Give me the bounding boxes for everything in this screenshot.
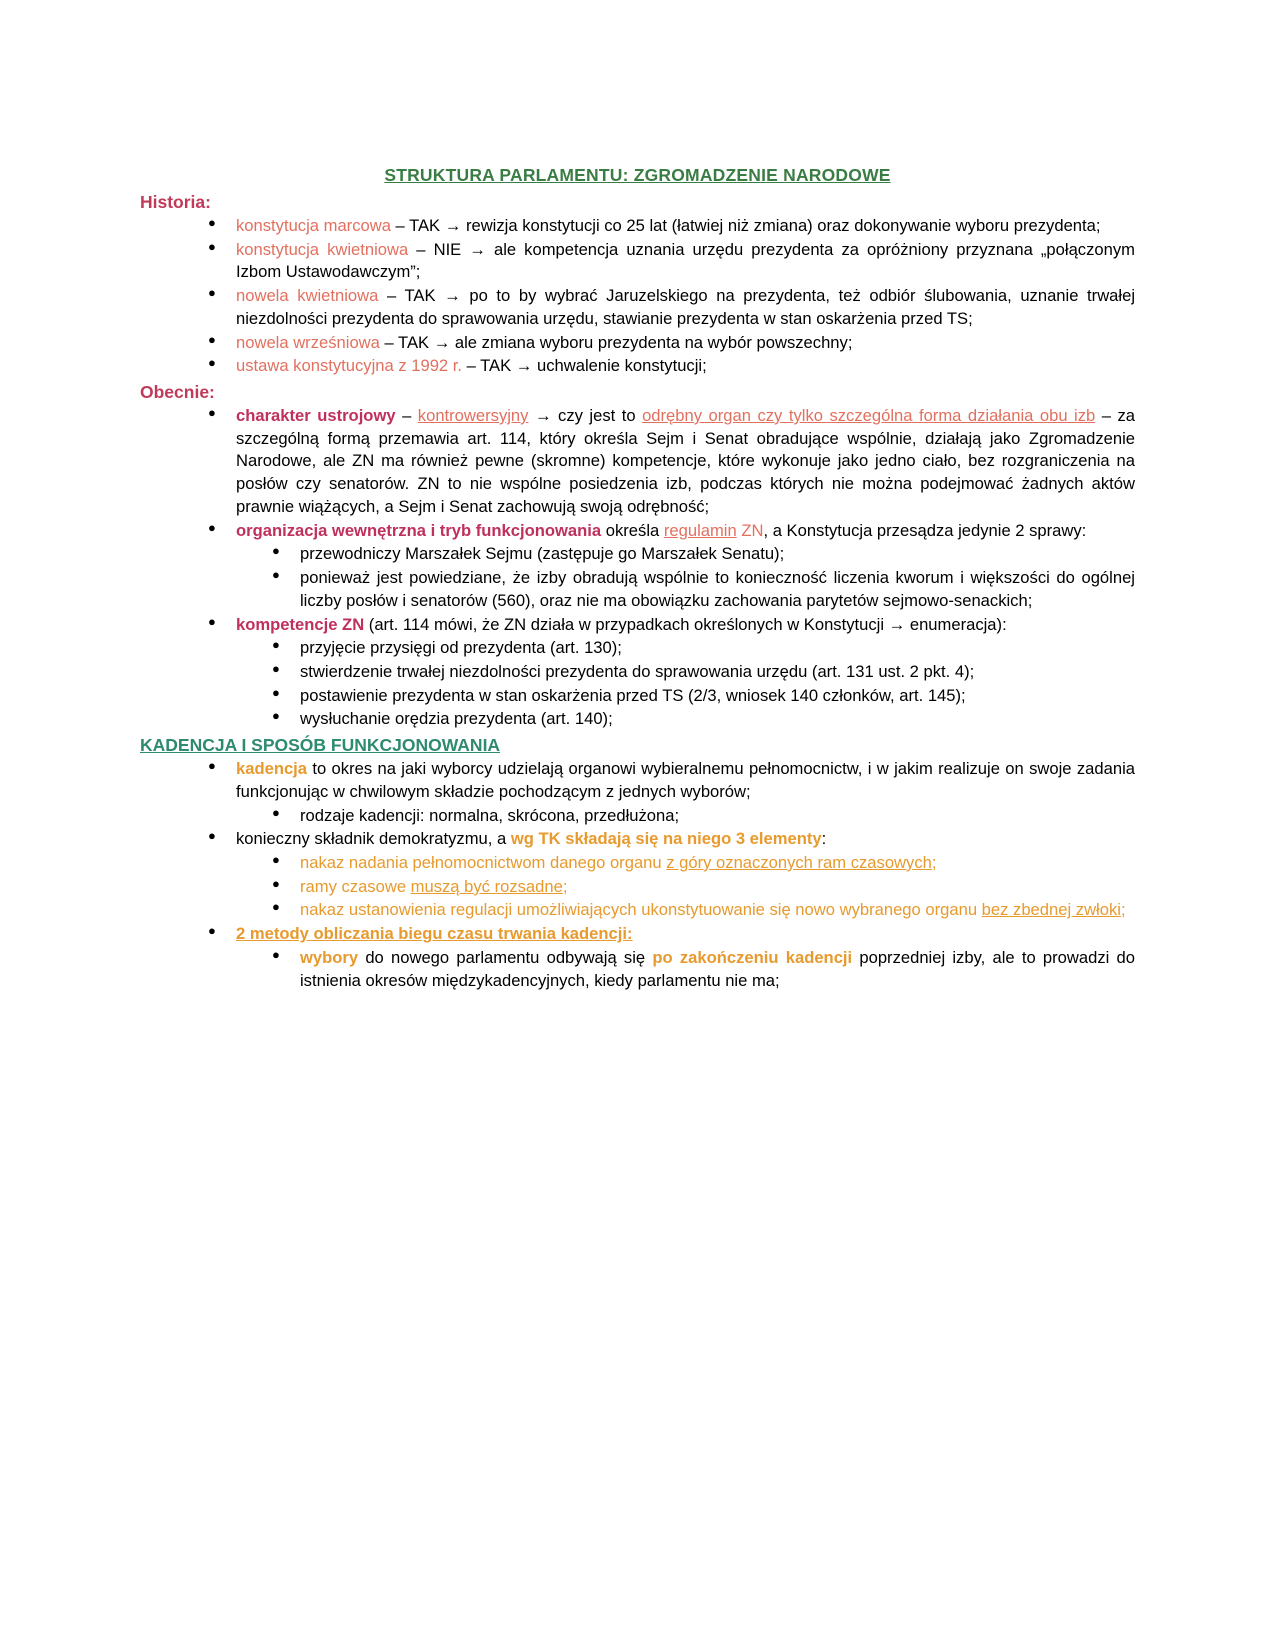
item-text: → czy jest to xyxy=(528,406,643,426)
term-label: 2 metody obliczania biegu czasu trwania kadencji: xyxy=(236,924,633,944)
kadencja-sublist-2 xyxy=(140,852,1135,922)
term-label: organizacja wewnętrzna i tryb funkcjonowania xyxy=(236,520,602,540)
item-text: ramy czasowe xyxy=(300,876,411,896)
list-item xyxy=(268,637,1135,660)
list-item xyxy=(268,708,1135,731)
list-item xyxy=(204,332,1135,355)
list-item xyxy=(204,828,1135,851)
list-item xyxy=(204,215,1135,238)
item-text: – TAK → uchwalenie konstytucji; xyxy=(461,356,707,376)
inline-link[interactable]: z góry oznaczonych ram czasowych xyxy=(666,852,932,872)
inline-link[interactable]: odrębny organ czy tylko szczególna forma działania obu izb xyxy=(642,406,1096,426)
term-label: po zakończeniu kadencji xyxy=(652,947,853,967)
item-text: przyjęcie przysięgi od prezydenta (art. 130); xyxy=(300,638,622,658)
list-item xyxy=(204,239,1135,284)
list-item xyxy=(204,614,1135,637)
term-label: nowela kwietniowa xyxy=(236,286,379,306)
item-text: nakaz nadania pełnomocnictwom danego organu xyxy=(300,852,667,872)
term-label: charakter ustrojowy xyxy=(236,406,396,426)
item-text: ; xyxy=(931,852,937,872)
item-text: : xyxy=(821,829,827,849)
item-text: – TAK → rewizja konstytucji co 25 lat (łatwiej niż zmiana) oraz dokonywanie wyboru prezydenta; xyxy=(390,216,1101,235)
item-text: – xyxy=(395,406,418,426)
item-text: konieczny składnik demokratyzmu, a xyxy=(236,829,511,849)
list-item xyxy=(204,355,1135,378)
inline-link[interactable]: regulamin xyxy=(663,520,737,540)
list-item xyxy=(268,805,1135,828)
item-text: poprzedniej izby, ale to prowadzi do istnienia okresów międzykadencyjnych, kiedy parlamentu nie ma; xyxy=(300,947,1135,990)
kadencja-list xyxy=(140,758,1135,992)
item-text: – NIE → ale kompetencja uznania urzędu prezydenta za opróżniony przyznana „połączonym Izbom Ustawodawczym”; xyxy=(236,239,1135,282)
kadencja-sublist-3 xyxy=(140,947,1135,992)
term-label: wg TK składają się na niego 3 elementy xyxy=(510,829,822,849)
list-item xyxy=(268,899,1135,922)
list-item xyxy=(268,685,1135,708)
term-label: kompetencje ZN xyxy=(236,614,365,634)
term-label: wybory xyxy=(300,947,359,967)
item-text: – za szczególną formą przemawia art. 114, który określa Sejm i Senat obradujące wspólnie, działają jako Zgromadzenie Narodowe, ale ZN ma również pewne (skromne) kompetencje, które wykonuje jako jedno ciało, bez rozgraniczenia na posłów czy senatorów. ZN to nie wspólne posiedzenia izb, podczas których nie można podejmować żadnych aktów prawnie wiążących, a Sejm i Senat zachowują swoją odrębność; xyxy=(236,406,1135,516)
item-text: rodzaje kadencji: normalna, skrócona, przedłużona; xyxy=(300,805,680,825)
term-label: ustawa konstytucyjna z 1992 r. xyxy=(236,356,462,376)
item-text: ZN xyxy=(736,520,764,540)
list-item xyxy=(268,876,1135,899)
section-heading-kadencja: KADENCJA I SPOSÓB FUNKCJONOWANIA xyxy=(140,735,501,756)
list-item xyxy=(268,947,1135,992)
item-text: wysłuchanie orędzia prezydenta (art. 140); xyxy=(300,709,613,729)
inline-link[interactable]: muszą być rozsadne xyxy=(410,876,563,896)
item-text: stwierdzenie trwałej niezdolności prezydenta do sprawowania urzędu (art. 131 ust. 2 pkt. 4); xyxy=(300,661,975,681)
list-item xyxy=(268,852,1135,875)
item-text: postawienie prezydenta w stan oskarżenia przed TS (2/3, wniosek 140 członków, art. 145); xyxy=(300,685,966,705)
page-title: STRUKTURA PARLAMENTU: ZGROMADZENIE NARODOWE xyxy=(384,165,891,185)
list-item xyxy=(268,543,1135,566)
obecnie-list xyxy=(140,405,1135,731)
item-text: nakaz ustanowienia regulacji umożliwiających ukonstytuowanie się nowo wybranego organu xyxy=(300,900,982,920)
term-label: kadencja xyxy=(236,759,308,779)
list-item xyxy=(204,923,1135,946)
item-text: ponieważ jest powiedziane, że izby obradują wspólnie to konieczność liczenia kworum i większości do ogólnej liczby posłów i senatorów (560), oraz nie ma obowiązku zachowania parytetów sejmowo-senackich; xyxy=(300,568,1135,610)
inline-link[interactable]: kontrowersyjny xyxy=(417,406,529,426)
section-heading-historia: Historia: xyxy=(140,192,211,212)
historia-list xyxy=(140,215,1135,378)
section-heading-obecnie: Obecnie: xyxy=(140,382,215,403)
list-item xyxy=(204,520,1135,543)
term-label: konstytucja kwietniowa xyxy=(236,239,409,259)
obecnie-sublist-3 xyxy=(140,637,1135,731)
item-text: to okres na jaki wyborcy udzielają organowi wybieralnemu pełnomocnictw, i w jakim realizuje on swoje zadania funkcjonując w chwilowym składzie pochodzącym z jednych wyborów; xyxy=(236,759,1135,801)
inline-link[interactable]: bez zbednej zwłoki xyxy=(981,900,1121,920)
term-label: nowela wrześniowa xyxy=(236,332,380,352)
item-text: ; xyxy=(1120,900,1126,920)
item-text: (art. 114 mówi, że ZN działa w przypadkach określonych w Konstytucji → enumeracja): xyxy=(364,614,1007,634)
list-item xyxy=(268,661,1135,684)
item-text: , a Konstytucja przesądza jedynie 2 sprawy: xyxy=(763,520,1087,540)
item-text: – TAK → ale zmiana wyboru prezydenta na wybór powszechny; xyxy=(379,332,853,352)
list-item xyxy=(204,758,1135,803)
item-text: do nowego parlamentu odbywają się xyxy=(358,947,653,967)
item-text: – TAK → po to by wybrać Jaruzelskiego na prezydenta, też odbiór ślubowania, uznanie trwałej niezdolności prezydenta do sprawowania urzędu, stawianie prezydenta w stan oskarżenia przed TS; xyxy=(236,286,1136,328)
item-text: określa xyxy=(601,520,664,540)
obecnie-sublist-2 xyxy=(140,543,1135,612)
list-item xyxy=(204,285,1135,330)
list-item xyxy=(268,567,1135,612)
term-label: konstytucja marcowa xyxy=(236,216,391,235)
item-text: ; xyxy=(562,876,568,896)
list-item xyxy=(204,405,1135,519)
item-text: przewodniczy Marszałek Sejmu (zastępuje go Marszałek Senatu); xyxy=(300,544,785,564)
kadencja-sublist-1 xyxy=(140,805,1135,828)
